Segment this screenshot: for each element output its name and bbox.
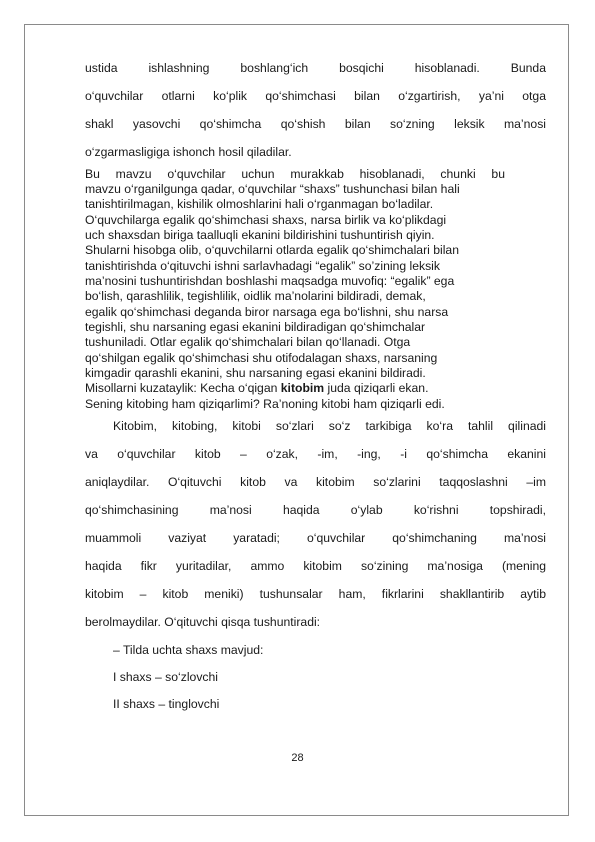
text-line: ustida ishlashning boshlang‘ich bosqichi hisoblanadi. Bunda [85, 61, 546, 75]
text-line: tanishtirilmagan, kishilik olmoshlarini hali o‘rganmagan bo‘ladilar. [85, 197, 434, 211]
example-text-before: Misollarni kuzataylik: Kecha o‘qigan [85, 381, 281, 395]
text-line: Bu mavzu o‘quvchilar uchun murakkab hisoblanadi, chunki bu [85, 167, 505, 181]
text-line: Kitobim, kitobing, kitobi so‘zlari so‘z tarkibiga ko‘ra tahlil qilinadi [113, 419, 546, 433]
text-line: qo‘shimchasining ma’nosi haqida o‘ylab ko‘rishni topshiradi, [85, 503, 546, 517]
text-line: kitobim – kitob meniki) tushunsalar ham, fikrlarini shakllantirib aytib [85, 587, 546, 601]
page-number: 28 [291, 752, 304, 764]
text-line: berolmaydilar. O‘qituvchi qisqa tushuntiradi: [85, 615, 321, 629]
text-line: bo‘lish, qarashlilik, tegishlilik, oidlik ma’nolarini bildiradi, demak, [85, 289, 426, 303]
text-line: ma’nosini tushuntirishdan boshlashi maqsadga muvofiq: “egalik” ega [85, 274, 455, 288]
text-line: muammoli vaziyat yaratadi; o‘quvchilar qo‘shimchaning ma’nosi [85, 531, 546, 545]
example-bold-word: kitobim [280, 381, 325, 395]
text-line: mavzu o‘rganilgunga qadar, o‘quvchilar “shaxs” tushunchasi bilan hali [85, 182, 460, 196]
text-line: Sening kitobing ham qiziqarlimi? Ra’noning kitobi ham qiziqarli edi. [85, 397, 445, 411]
text-line: o‘zgarmasligiga ishonch hosil qiladilar. [85, 145, 292, 159]
text-line: aniqlaydilar. O‘qituvchi kitob va kitobim so‘zlarini taqqoslashni –im [85, 475, 546, 489]
text-line: kimgadir qarashli ekanini, shu narsaning egasi ekanini bildiradi. [85, 366, 426, 380]
text-line: tanishtirishda o‘qituvchi ishni sarlavhadagi “egalik” so’zining leksik [85, 259, 440, 273]
text-line: tushuniladi. Otlar egalik qo‘shimchalari bilan qo‘llanadi. Otga [85, 335, 411, 349]
text-line: uch shaxsdan biriga taalluqli ekanini bildirishini tushuntirish qiyin. [85, 228, 435, 242]
text-line: qo‘shilgan egalik qo‘shimchasi shu otifodalagan shaxs, narsaning [85, 351, 438, 365]
example-line [85, 381, 546, 395]
list-item: – Tilda uchta shaxs mavjud: [113, 643, 264, 657]
text-line: haqida fikr yuritadilar, ammo kitobim so‘zining ma’nosiga (mening [85, 559, 546, 573]
list-item: I shaxs – so‘zlovchi [113, 670, 218, 684]
text-line: Shularni hisobga olib, o‘quvchilarni otlarda egalik qo‘shimchalari bilan [85, 243, 459, 257]
text-line: shakl yasovchi qo‘shimcha qo‘shish bilan so‘zning leksik ma’nosi [85, 117, 546, 131]
list-item: II shaxs – tinglovchi [113, 697, 220, 711]
text-line: tegishli, shu narsaning egasi ekanini bildiradigan qo‘shimchalar [85, 320, 426, 334]
text-line: egalik qo‘shimchasi deganda biror narsaga ega bo‘lishni, shu narsa [85, 305, 449, 319]
example-text-after: juda qiziqarli ekan. [324, 381, 429, 395]
text-line: O‘quvchilarga egalik qo‘shimchasi shaxs, narsa birlik va ko‘plikdagi [85, 213, 447, 227]
text-line: o‘quvchilar otlarni ko‘plik qo‘shimchasi bilan o‘zgartirish, ya’ni otga [85, 89, 546, 103]
text-line: va o‘quvchilar kitob – o‘zak, -im, -ing, -i qo‘shimcha ekanini [85, 447, 546, 461]
